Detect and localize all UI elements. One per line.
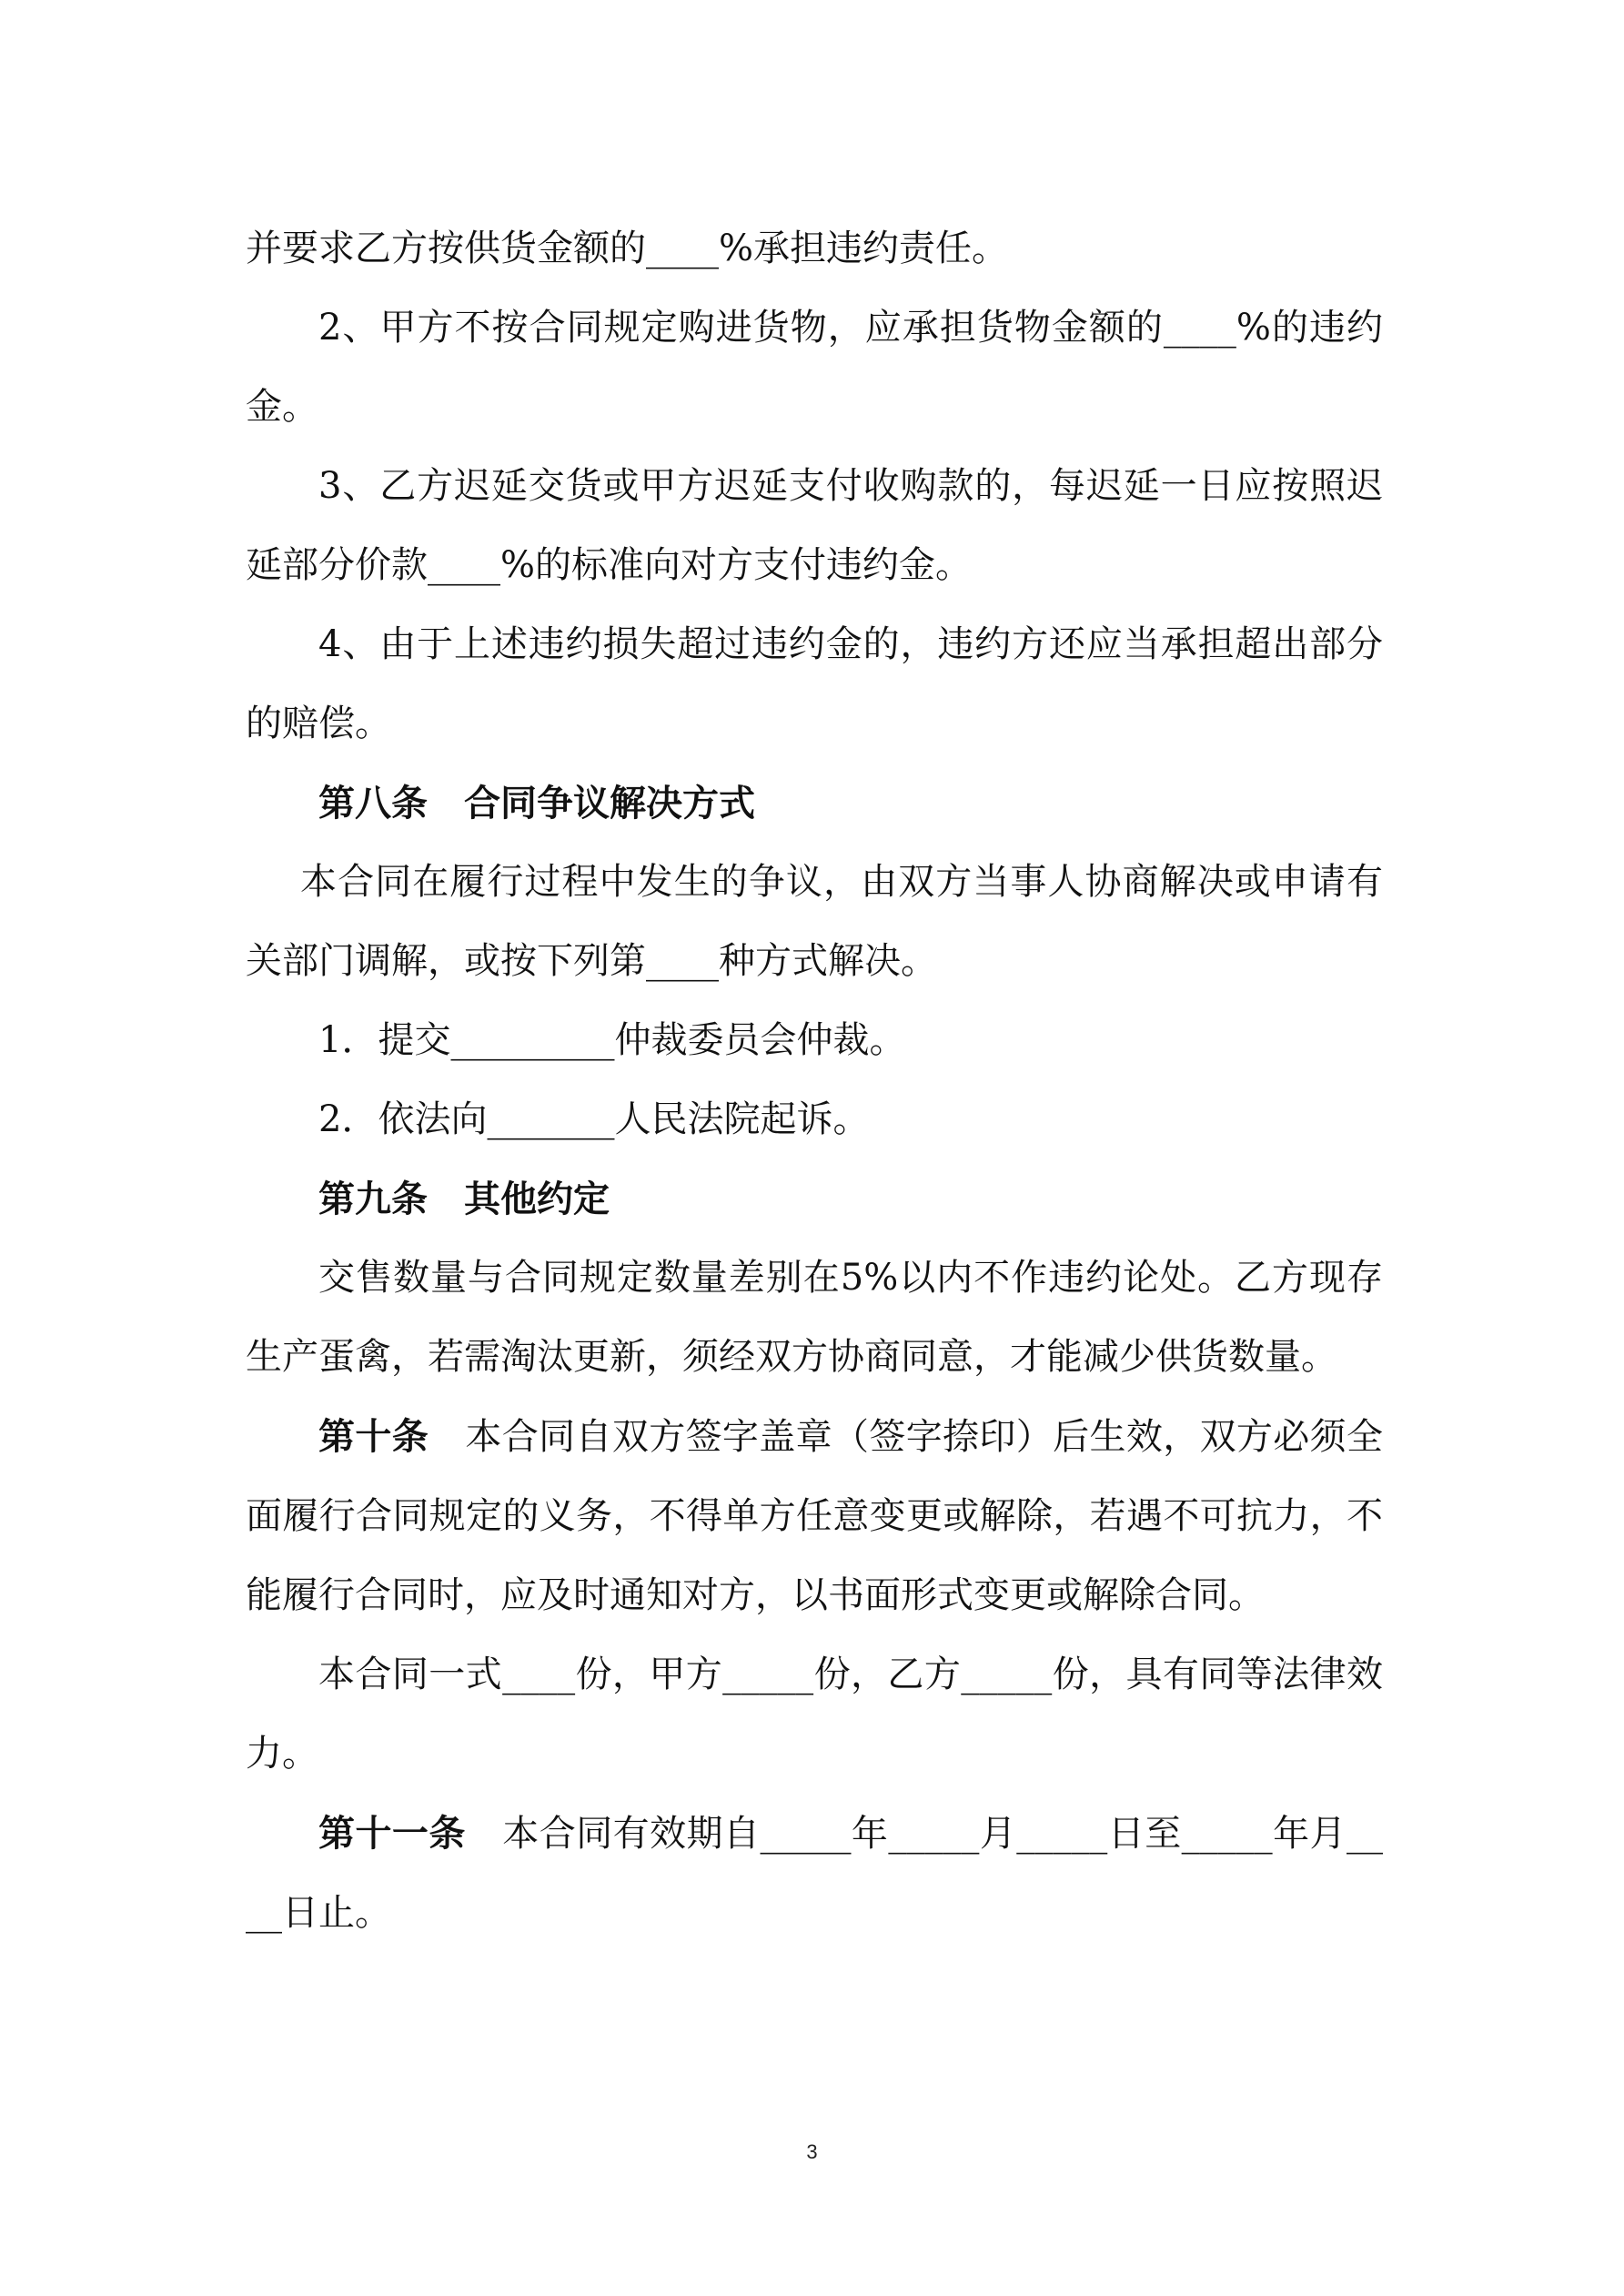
article-10-body: 本合同自双方签字盖章（签字捺印）后生效，双方必须全面履行合同规定的义务，不得单方任意变更或解除，若遇不可抗力，不能履行合同时，应及时通知对方，以书面形式变更或解除合同。 bbox=[246, 1416, 1384, 1616]
article-11-body: 本合同有效期自_____年_____月_____日至_____年月____日止。 bbox=[246, 1813, 1384, 1934]
article-8-body: 本合同在履行过程中发生的争议，由双方当事人协商解决或申请有关部门调解，或按下列第____种方式解决。 bbox=[246, 861, 1383, 982]
paragraph-excess-loss: 4、由于上述违约损失超过违约金的，违约方还应当承担超出部分的赔偿。 bbox=[246, 623, 1383, 744]
paragraph-penalty-purchase: 2、甲方不按合同规定购进货物，应承担货物金额的____%的违约金。 bbox=[246, 307, 1383, 428]
article-10-paragraph bbox=[246, 1397, 1383, 1635]
article-9-body: 交售数量与合同规定数量差别在5%以内不作违约论处。乙方现存生产蛋禽，若需淘汰更新，须经双方协商同意，才能减少供货数量。 bbox=[246, 1257, 1383, 1378]
article-8-option-court: 2．依法向_______人民法院起诉。 bbox=[318, 1098, 870, 1140]
paragraph-penalty-supply: 并要求乙方按供货金额的____%承担违约责任。 bbox=[246, 228, 1009, 269]
article-9-heading: 第九条 其他约定 bbox=[318, 1178, 610, 1220]
article-11-label: 第十一条 bbox=[318, 1812, 466, 1855]
article-10-copies: 本合同一式____份，甲方_____份，乙方_____份，具有同等法律效力。 bbox=[246, 1654, 1383, 1775]
article-8-option-arbitration: 1．提交_________仲裁委员会仲裁。 bbox=[318, 1019, 906, 1061]
paragraph-penalty-delay: 3、乙方迟延交货或甲方迟延支付收购款的，每迟延一日应按照迟延部分价款____%的标准向对方支付违约金。 bbox=[246, 465, 1383, 586]
document-body bbox=[246, 209, 1383, 1953]
article-11-paragraph bbox=[246, 1794, 1383, 1953]
article-10-label: 第十条 bbox=[318, 1415, 429, 1458]
page-number: 3 bbox=[806, 2140, 818, 2163]
article-8-heading: 第八条 合同争议解决方式 bbox=[318, 782, 755, 824]
